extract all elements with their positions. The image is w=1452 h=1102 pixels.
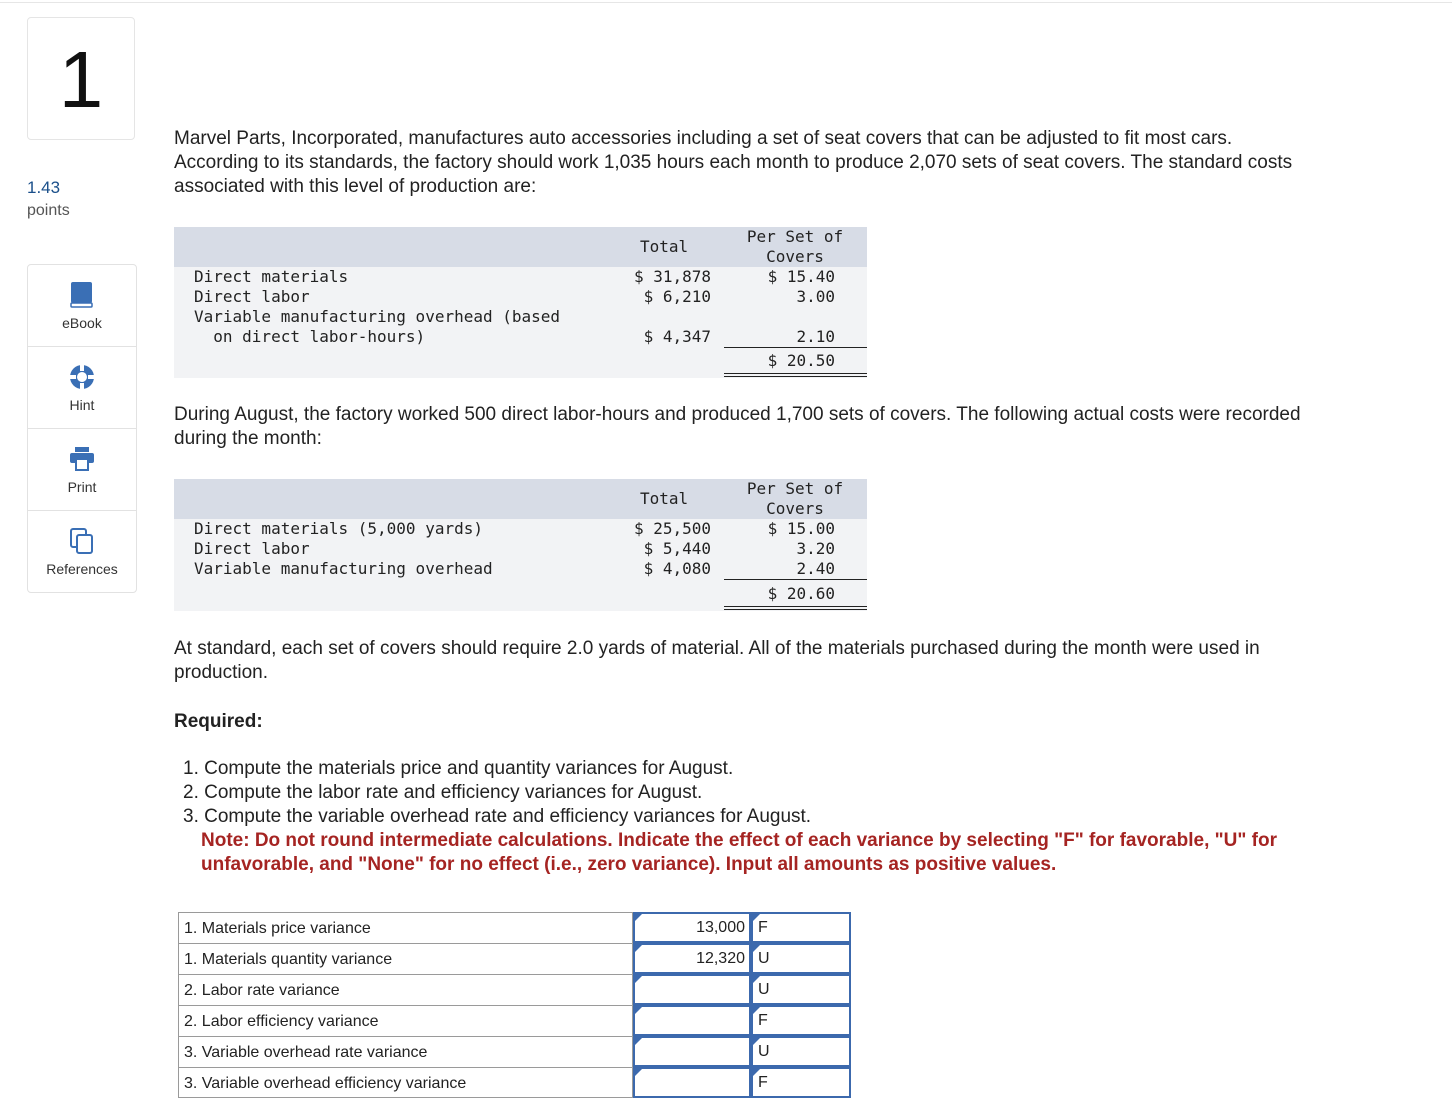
effect-select[interactable]: F (751, 912, 851, 943)
row-per: 2.10 (796, 327, 835, 346)
actual-line: During August, the factory worked 500 direct labor-hours and produced 1,700 sets of covers. The following actual costs were recorded (174, 404, 1301, 425)
intro-line: associated with this level of production are: (174, 176, 537, 197)
row-total: $ 4,080 (643, 559, 711, 578)
per-total: $ 20.50 (767, 351, 835, 370)
sum-underline (724, 347, 867, 348)
lifebuoy-icon (68, 363, 96, 391)
per-total: $ 20.60 (767, 584, 835, 603)
row-per: 2.40 (796, 559, 835, 578)
row-per: 3.20 (796, 539, 835, 558)
row-label: Variable manufacturing overhead (based (194, 307, 561, 326)
references-label: References (46, 561, 118, 577)
hint-button[interactable] (28, 347, 136, 429)
required-steps (183, 757, 811, 829)
answer-label: 3. Variable overhead rate variance (178, 1036, 633, 1067)
effect-select[interactable]: U (751, 943, 851, 974)
intro-line: According to its standards, the factory should work 1,035 hours each month to produce 2,070 sets of seat covers. The standard costs (174, 152, 1293, 173)
standard-note-line: At standard, each set of covers should require 2.0 yards of material. All of the materials purchased during the month were used in (174, 638, 1260, 659)
answer-label: 3. Variable overhead efficiency variance (178, 1067, 633, 1098)
amount-input[interactable]: 12,320 (633, 943, 751, 974)
amount-input[interactable] (633, 1067, 751, 1098)
double-underline (724, 609, 867, 610)
header-per-covers: Covers (766, 499, 824, 518)
intro-line: Marvel Parts, Incorporated, manufactures auto accessories including a set of seat covers that can be adjusted to fit most cars. (174, 128, 1233, 149)
actual-paragraph (174, 403, 1301, 451)
step-item: 1. Compute the materials price and quantity variances for August. (183, 758, 734, 779)
amount-input[interactable] (633, 974, 751, 1005)
effect-select[interactable]: U (751, 974, 851, 1005)
amount-input[interactable] (633, 1005, 751, 1036)
row-label: Direct materials (194, 267, 349, 286)
row-total: $ 31,878 (633, 267, 711, 286)
row-label: Direct labor (194, 287, 310, 306)
references-button[interactable] (28, 511, 136, 593)
ebook-label: eBook (62, 314, 102, 331)
amount-input[interactable]: 13,000 (633, 912, 751, 943)
row-label: Direct labor (194, 539, 310, 558)
row-per: $ 15.40 (767, 267, 835, 286)
effect-select[interactable]: F (751, 1067, 851, 1098)
points-value: 1.43 (27, 178, 61, 197)
question-number: 1 (27, 17, 135, 140)
answer-label: 2. Labor rate variance (178, 974, 633, 1005)
required-heading: Required: (174, 711, 263, 732)
tools-panel (27, 264, 137, 593)
answer-label: 1. Materials quantity variance (178, 943, 633, 974)
effect-select[interactable]: F (751, 1005, 851, 1036)
standard-note-paragraph (174, 637, 1260, 685)
ebook-button[interactable] (28, 265, 136, 347)
intro-paragraph (174, 127, 1292, 199)
header-total: Total (640, 489, 689, 508)
double-underline (724, 373, 867, 374)
step-item: 2. Compute the labor rate and efficiency variances for August. (183, 782, 703, 803)
answer-table-bottom-border (178, 1097, 633, 1098)
printer-icon (68, 445, 96, 473)
hint-label: Hint (69, 396, 95, 413)
points-label: points (27, 202, 70, 219)
row-total: $ 25,500 (633, 519, 711, 538)
row-label: Variable manufacturing overhead (194, 559, 493, 578)
step-item: 3. Compute the variable overhead rate and efficiency variances for August. (183, 806, 812, 827)
header-per-covers: Covers (766, 247, 824, 266)
amount-input[interactable] (633, 1036, 751, 1067)
print-label: Print (67, 478, 97, 495)
row-label: Direct materials (5,000 yards) (194, 519, 483, 538)
book-icon (70, 281, 94, 309)
row-total: $ 4,347 (643, 327, 711, 346)
standard-note-line: production. (174, 662, 269, 683)
top-divider (0, 2, 1452, 3)
row-label-cont: on direct labor-hours) (194, 327, 426, 346)
header-total: Total (640, 237, 689, 256)
row-per: $ 15.00 (767, 519, 835, 538)
effect-select[interactable]: U (751, 1036, 851, 1067)
header-per-set: Per Set of (746, 479, 844, 498)
row-per: 3.00 (796, 287, 835, 306)
actual-line: during the month: (174, 428, 322, 449)
answer-label: 2. Labor efficiency variance (178, 1005, 633, 1036)
sum-underline (724, 579, 867, 580)
instruction-note: Note: Do not round intermediate calculations. Indicate the effect of each variance by selecting "F" for favorable, "U" for unfavorable, and "None" for no effect (i.e., zero variance). Input all amounts as positive values. (201, 830, 1277, 875)
double-underline (724, 376, 867, 377)
documents-icon (69, 527, 95, 555)
row-total: $ 5,440 (643, 539, 711, 558)
double-underline (724, 606, 867, 607)
row-total: $ 6,210 (643, 287, 711, 306)
header-per-set: Per Set of (746, 227, 844, 246)
actual-cost-table (174, 479, 867, 611)
print-button[interactable] (28, 429, 136, 511)
standard-cost-table (174, 227, 867, 378)
answer-label: 1. Materials price variance (178, 912, 633, 943)
